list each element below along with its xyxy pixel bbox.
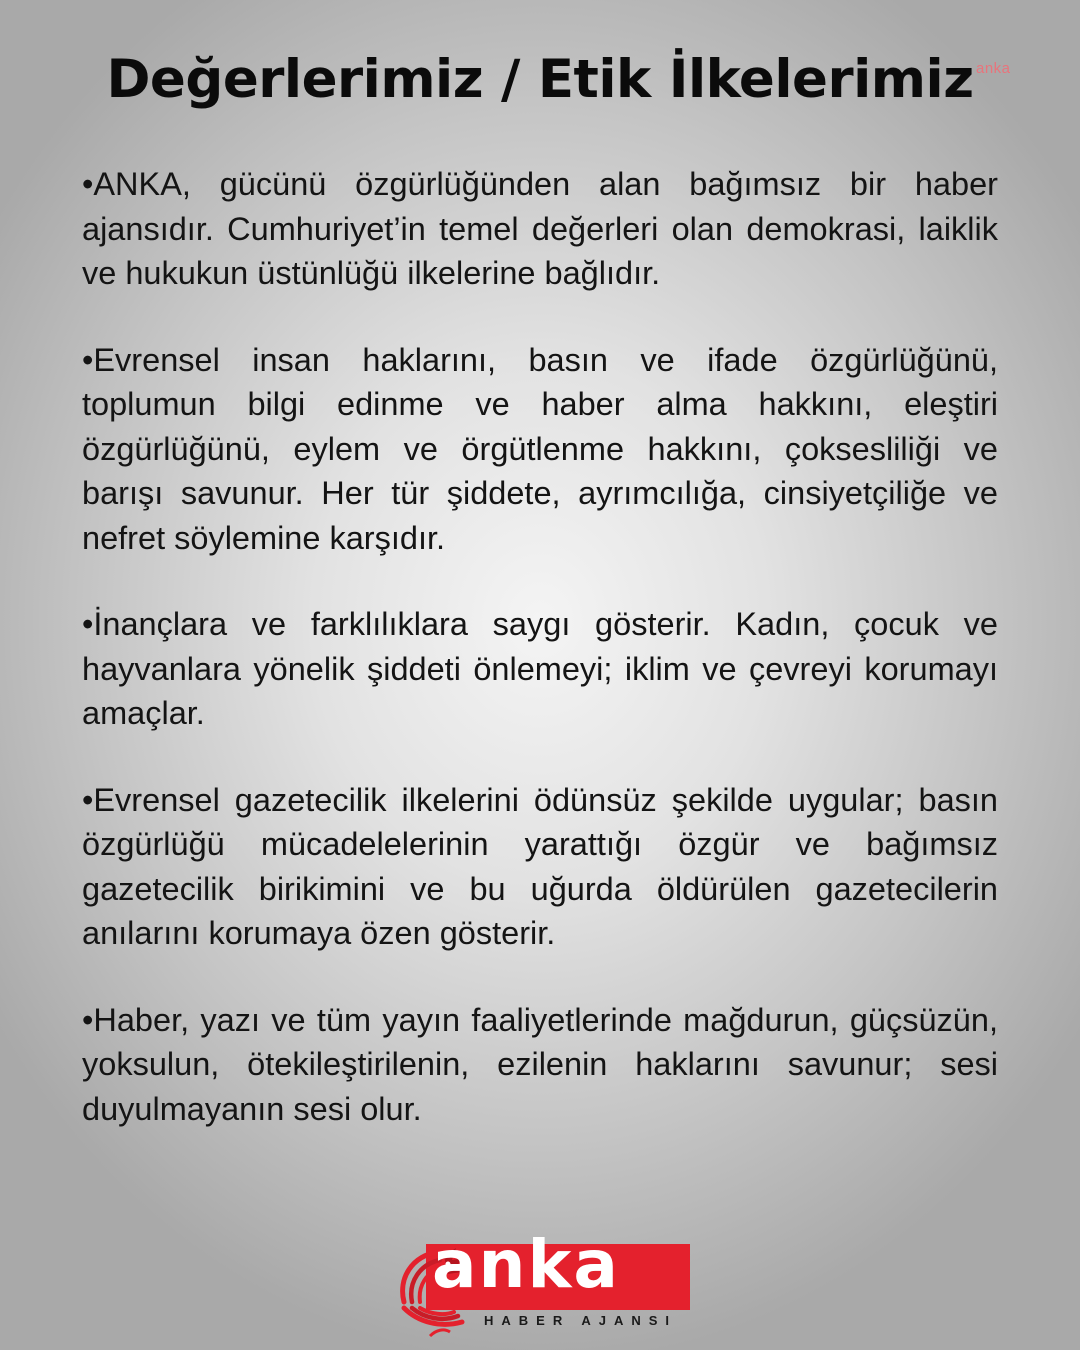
paragraph-independence: •ANKA, gücünü özgürlüğünden alan bağımsız bir haber ajansıdır. Cumhuriyet’in temel değerleri olan demokrasi, laiklik ve hukukun üstünlüğü ilkelerine bağlıdır.	[82, 166, 998, 291]
page-title: Değerlerimiz / Etik İlkelerimiz	[106, 49, 974, 110]
logo-subtitle: HABER AJANSI	[484, 1313, 678, 1328]
paragraph-journalism-principles: •Evrensel gazetecilik ilkelerini ödünsüz şekilde uygular; basın özgürlüğü mücadelelerinin yarattığı özgür ve bağımsız gazetecilik birikimini ve bu uğurda öldürülen gazetecilerin anılarını korumaya özen gösterir.	[82, 781, 998, 951]
anka-logo	[390, 1226, 690, 1338]
paragraph-voice-of-unheard: •Haber, yazı ve tüm yayın faaliyetlerinde mağdurun, güçsüzün, yoksulun, ötekileştirilenin, ezilenin haklarını savunur; sesi duyulmayanın sesi olur.	[82, 1001, 998, 1127]
logo-wordmark: anka	[432, 1226, 620, 1303]
watermark-logo: anka	[976, 60, 1011, 77]
paragraph-human-rights: •Evrensel insan haklarını, basın ve ifade özgürlüğünü, toplumun bilgi edinme ve haber alma hakkını, eleştiri özgürlüğünü, eylem ve örgütlenme hakkını, çoksesliliği ve barışı savunur. Her tür şiddete, ayrımcılığa, cinsiyetçiliğe ve nefret söylemine karşıdır.	[82, 341, 998, 556]
paragraph-respect: •İnançlara ve farklılıklara saygı gösterir. Kadın, çocuk ve hayvanlara yönelik şiddeti önlemeyi; iklim ve çevreyi korumayı amaçlar.	[82, 606, 998, 731]
values-text	[82, 162, 998, 1173]
